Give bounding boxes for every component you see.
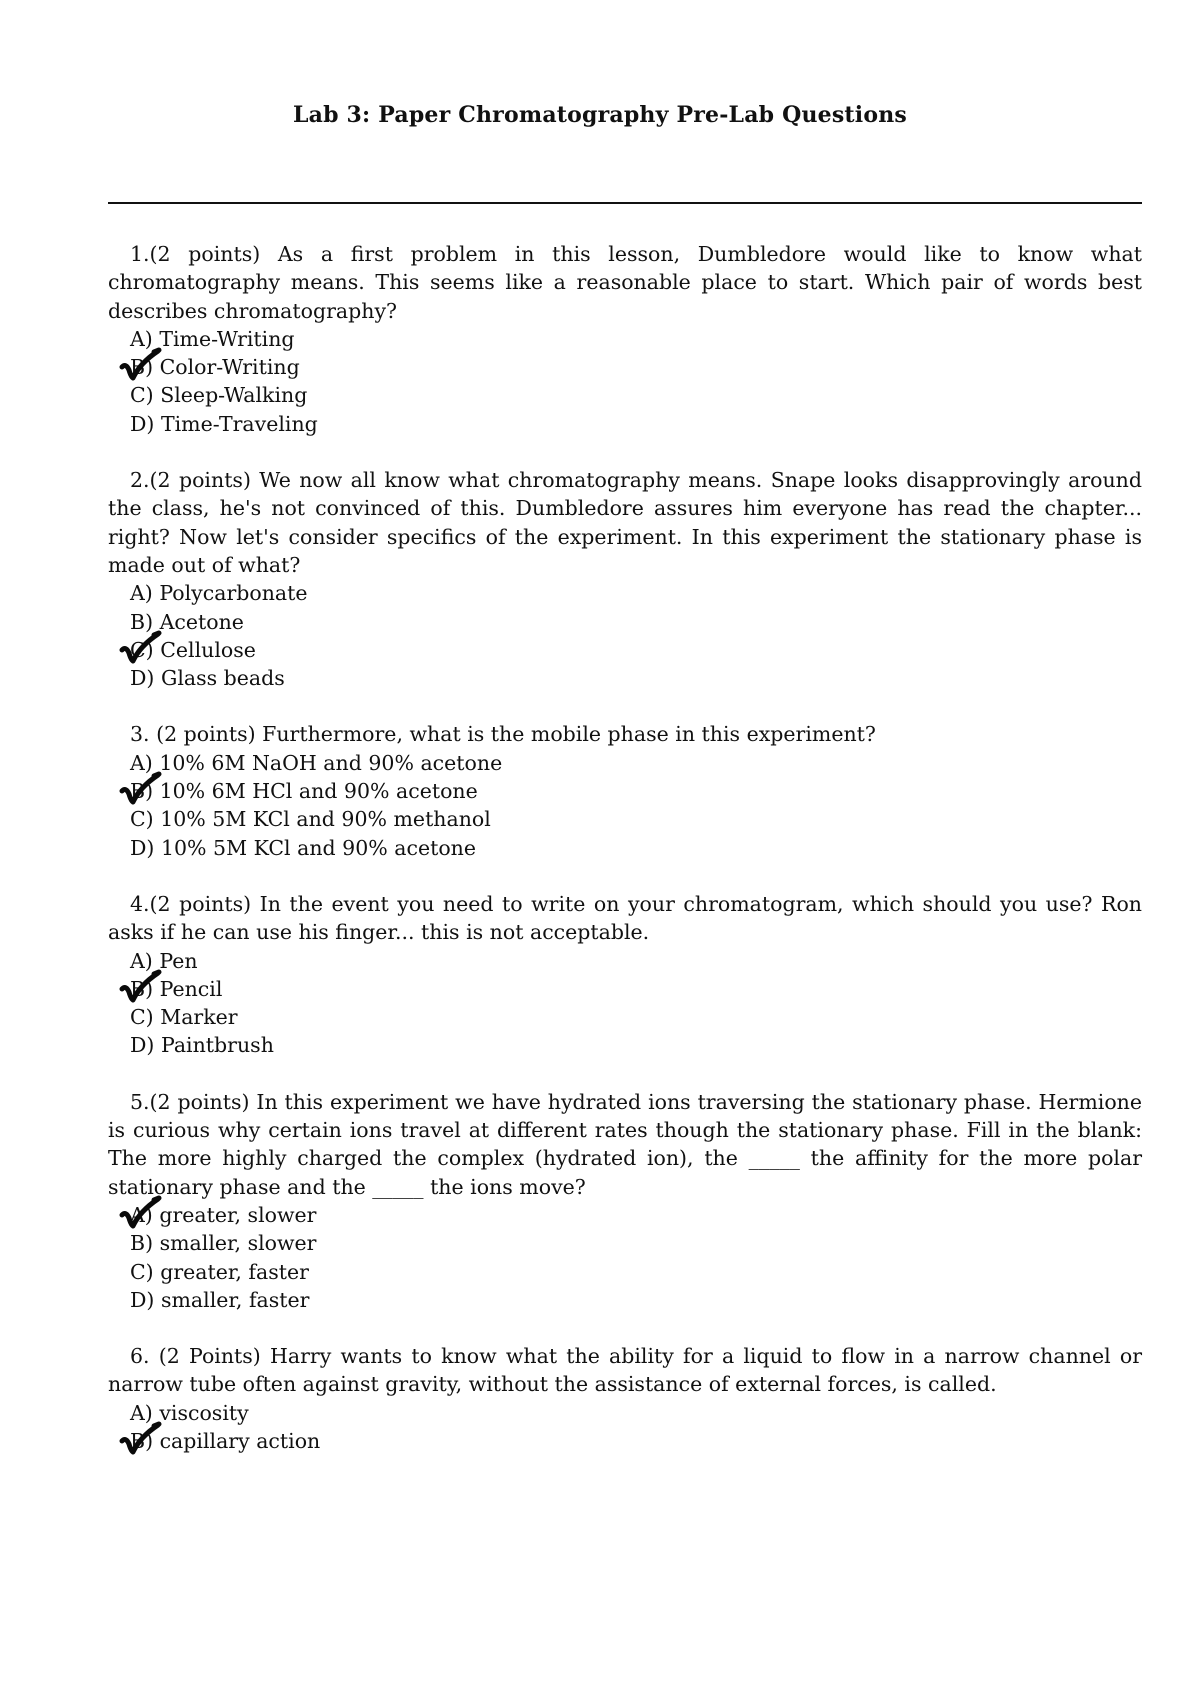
answer-option: [130, 1427, 1142, 1455]
document-title: Lab 3: Paper Chromatography Pre-Lab Questions: [292, 102, 908, 128]
question-4: [108, 890, 1142, 1060]
answer-option: [130, 381, 1142, 409]
answer-option-text: D) smaller, faster: [130, 1287, 310, 1312]
answer-option: [130, 608, 1142, 636]
answer-option: [130, 834, 1142, 862]
question-3: [108, 720, 1142, 861]
answer-option: [130, 636, 1142, 664]
answer-option-text: A) Time-Writing: [130, 326, 295, 351]
answer-option: [130, 777, 1142, 805]
answer-option: [130, 579, 1142, 607]
answer-option-text: D) Time-Traveling: [130, 411, 318, 436]
answer-option: [130, 1003, 1142, 1031]
answer-option-text: B) Color-Writing: [130, 355, 300, 380]
answer-option-text: B) Pencil: [130, 976, 223, 1001]
question-text: 4.(2 points) In the event you need to write on your chromatogram, which should you use? Ron asks if he can use his finger... this is not acceptable.: [108, 891, 1142, 945]
answer-options: [108, 947, 1142, 1060]
answer-option: [130, 1286, 1142, 1314]
answer-option-text: A) viscosity: [130, 1400, 249, 1425]
answer-option: [130, 1201, 1142, 1229]
answer-option-text: D) Glass beads: [130, 666, 285, 691]
answer-option-text: C) 10% 5M KCl and 90% methanol: [130, 807, 491, 832]
question-5: [108, 1088, 1142, 1314]
answer-option: [130, 1031, 1142, 1059]
answer-option-text: C) Cellulose: [130, 637, 256, 662]
question-text: 1.(2 points) As a first problem in this lesson, Dumbledore would like to know what chromatography means. This seems like a reasonable place to start. Which pair of words best describes chromatography?: [108, 242, 1142, 323]
answer-option: [130, 975, 1142, 1003]
question-text: 3. (2 points) Furthermore, what is the mobile phase in this experiment?: [130, 722, 876, 747]
question-text: 5.(2 points) In this experiment we have hydrated ions traversing the stationary phase. Hermione is curious why certain ions travel at different rates though the stationary phase. Fill in the blank: The more highly charged the complex (hydrated ion), the _____ the affinity for the more polar stationary phase and the _____ the ions move?: [108, 1089, 1142, 1199]
answer-options: [108, 749, 1142, 862]
answer-option-text: D) 10% 5M KCl and 90% acetone: [130, 835, 476, 860]
answer-option: [130, 1229, 1142, 1257]
answer-option-text: B) Acetone: [130, 609, 244, 634]
question-6: [108, 1342, 1142, 1455]
question-text: 6. (2 Points) Harry wants to know what the ability for a liquid to flow in a narrow channel or narrow tube often against gravity, without the assistance of external forces, is called.: [108, 1344, 1142, 1397]
answer-options: [108, 325, 1142, 438]
handwritten-check-icon: [118, 630, 164, 666]
answer-option: [130, 353, 1142, 381]
answer-option-text: A) Polycarbonate: [130, 581, 308, 606]
answer-option: [130, 325, 1142, 353]
question-1: [108, 240, 1142, 438]
answer-option-text: C) Marker: [130, 1005, 238, 1030]
answer-option-text: C) greater, faster: [130, 1259, 309, 1284]
handwritten-check-icon: [118, 1421, 164, 1457]
answer-option-text: A) greater, slower: [130, 1202, 317, 1227]
question-2: [108, 466, 1142, 692]
question-list: [108, 240, 1142, 1483]
answer-option: [130, 664, 1142, 692]
answer-options: [108, 1201, 1142, 1314]
question-text: 2.(2 points) We now all know what chromatography means. Snape looks disapprovingly around the class, he's not convinced of this. Dumbledore assures him everyone has read the chapter... right? Now let's consider specifics of the experiment. In this experiment the stationary phase is made out of what?: [108, 468, 1142, 577]
answer-option: [130, 1258, 1142, 1286]
title-rule: [108, 202, 1142, 204]
answer-option: [130, 805, 1142, 833]
answer-option-text: D) Paintbrush: [130, 1033, 274, 1058]
answer-option-text: B) capillary action: [130, 1428, 321, 1453]
handwritten-check-icon: [118, 1195, 164, 1231]
answer-options: [108, 579, 1142, 692]
handwritten-check-icon: [118, 969, 164, 1005]
handwritten-check-icon: [118, 771, 164, 807]
answer-option: [130, 1399, 1142, 1427]
answer-options: [108, 1399, 1142, 1456]
handwritten-check-icon: [118, 347, 164, 383]
answer-option: [130, 410, 1142, 438]
answer-option-text: B) 10% 6M HCl and 90% acetone: [130, 779, 478, 804]
answer-option-text: C) Sleep-Walking: [130, 383, 308, 408]
answer-option: [130, 947, 1142, 975]
answer-option: [130, 749, 1142, 777]
answer-option-text: B) smaller, slower: [130, 1231, 317, 1256]
answer-option-text: A) 10% 6M NaOH and 90% acetone: [130, 750, 503, 775]
answer-option-text: A) Pen: [130, 948, 198, 973]
